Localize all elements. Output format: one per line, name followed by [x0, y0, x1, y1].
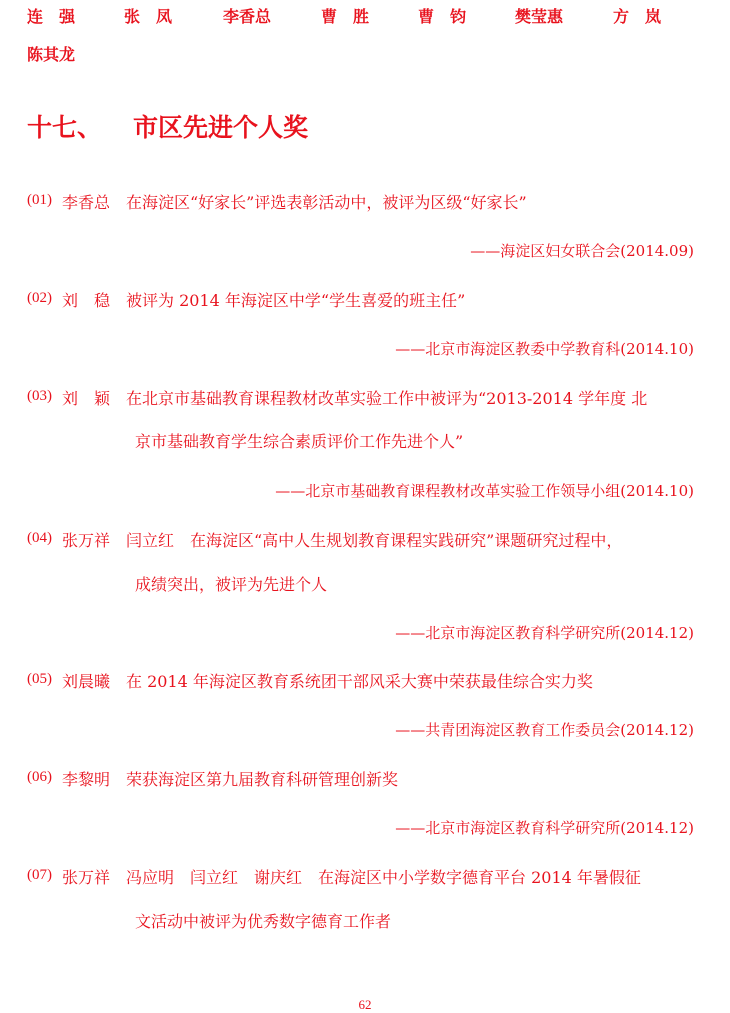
- entry-text: 李香总 在海淀区“好家长”评选表彰活动中，被评为区级“好家长”: [62, 193, 527, 212]
- entry-text: 张万祥 闫立红 在海淀区“高中人生规划教育课程实践研究”课题研究过程中，: [62, 531, 623, 550]
- entry-source: ——共青团海淀区教育工作委员会(2014.12): [395, 721, 694, 739]
- entry-number: (02): [27, 290, 52, 306]
- section-heading: [27, 108, 309, 144]
- entry-source: ——北京市海淀区教委中学教育科(2014.10): [395, 340, 694, 358]
- entry-text-continued: 京市基础教育学生综合素质评价工作先进个人”: [135, 432, 464, 451]
- entry-source: ——海淀区妇女联合会(2014.09): [470, 242, 694, 260]
- name-item: 连 强: [27, 7, 76, 26]
- section-title: 市区先进个人奖: [133, 113, 309, 142]
- entry-text: 李黎明 荣获海淀区第九届教育科研管理创新奖: [62, 770, 399, 789]
- entry-number: (01): [27, 192, 52, 208]
- entry-text: 刘 稳 被评为 2014 年海淀区中学“学生喜爱的班主任”: [62, 291, 466, 310]
- entry-number: (06): [27, 769, 52, 785]
- entry-text: 刘 颖 在北京市基础教育课程教材改革实验工作中被评为“2013-2014 学年度 北: [62, 389, 648, 408]
- name-item: 曹 胜: [321, 7, 370, 26]
- names-row-line2: 陈其龙: [27, 45, 76, 64]
- section-number: 十七、: [27, 113, 103, 142]
- entry-text: 刘晨曦 在 2014 年海淀区教育系统团干部风采大赛中荣获最佳综合实力奖: [62, 672, 593, 691]
- name-item: 曹 钧: [418, 7, 467, 26]
- entry-source: ——北京市海淀区教育科学研究所(2014.12): [395, 624, 694, 642]
- entry-number: (07): [27, 867, 52, 883]
- page-number: 62: [358, 997, 372, 1012]
- entry-number: (03): [27, 388, 52, 404]
- name-item: 樊莹惠: [515, 7, 564, 26]
- entry-text-continued: 文活动中被评为优秀数字德育工作者: [135, 912, 392, 931]
- entry-text: 张万祥 冯应明 闫立红 谢庆红 在海淀区中小学数字德育平台 2014 年暑假征: [62, 868, 641, 887]
- entry-text-continued: 成绩突出，被评为先进个人: [135, 575, 328, 594]
- entry-number: (05): [27, 671, 52, 687]
- name-item: 张 凤: [124, 7, 173, 26]
- name-item: 李香总: [223, 7, 272, 26]
- entry-number: (04): [27, 530, 52, 546]
- name-item: 方 岚: [613, 7, 662, 26]
- entry-source: ——北京市海淀区教育科学研究所(2014.12): [395, 819, 694, 837]
- entry-source: ——北京市基础教育课程教材改革实验工作领导小组(2014.10): [275, 482, 694, 500]
